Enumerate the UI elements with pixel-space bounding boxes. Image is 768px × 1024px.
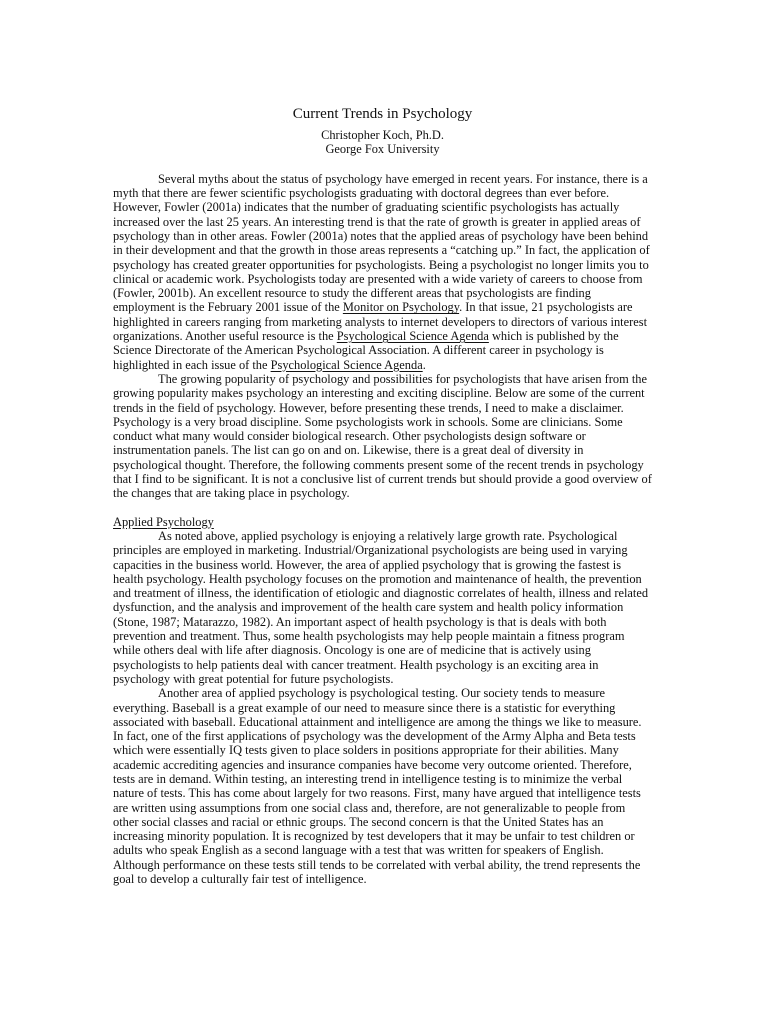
reference-psychological-science-agenda: Psychological Science Agenda — [270, 357, 423, 372]
reference-psychological-science-agenda: Psychological Science Agenda — [336, 329, 489, 344]
byline — [113, 128, 652, 157]
document-title: Current Trends in Psychology — [292, 106, 473, 122]
paragraph-text: . — [422, 357, 426, 372]
document-body — [113, 172, 652, 887]
section-heading-wrap — [113, 515, 652, 529]
author-affiliation: George Fox University — [325, 142, 440, 157]
paragraph-text: Several myths about the status of psychology have emerged in recent years. For instance, there is a myth that there are fewer scientific psychologists graduating with doctoral degrees than ever before. However, Fowler (2001a) indicates that the number of graduating scientific psychologists has actually increased over the last 25 years. An interesting trend is that the rate of growth is greater in applied areas of psychology than in other areas. Fowler (2001a) notes that the applied areas of psychology have been behind in their development and that the growth in those areas represents a “catching up.” In fact, the application of psychology has created greater opportunities for psychologists. Being a psychologist no longer limits you to clinical or academic work. Psychologists today are presented with a wide variety of careers to choose from (Fowler, 2001b). An excellent resource to study the different areas that psychologists are finding employment is the February 2001 issue of the — [113, 171, 650, 315]
paragraph-text: . In that issue, 21 psychologists are highlighted in careers ranging from marketing analysts to internet developers to directors of various interest organizations. Another useful resource is the — [113, 300, 648, 344]
applied-paragraph-2: Another area of applied psychology is psychological testing. Our society tends to measure everything. Baseball is a great example of our need to measure since there is a statistic for everything associated with baseball. Educational attainment and intelligence are among the things we like to measure. In fact, one of the first applications of psychology was the development of the Army Alpha and Beta tests which were essentially IQ tests given to place solders in positions appropriate for their abilities. Many academic accrediting agencies and insurance companies have become very outcome oriented. Therefore, tests are in demand. Within testing, an interesting trend in intelligence testing is to minimize the verbal nature of tests. This has come about largely for two reasons. First, many have argued that intelligence tests are written using assumptions from one social class and, therefore, are not generalizable to people from other social classes and racial or ethnic groups. The second concern is that the United States has an increasing minority population. It is recognized by test developers that it may be unfair to test children or adults who speak English as a second language with a test that was written for speakers of English. Although performance on these tests still tends to be correlated with verbal ability, the trend represents the goal to develop a culturally fair test of intelligence. — [113, 686, 642, 887]
intro-paragraph-1 — [113, 172, 652, 372]
section-heading-applied-psychology: Applied Psychology — [113, 514, 214, 529]
intro-paragraph-2: The growing popularity of psychology and possibilities for psychologists that have arisen from the growing popularity makes psychology an interesting and exciting discipline. Below are some of the current trends in the field of psychology. However, before presenting these trends, I need to make a disclaimer. Psychology is a very broad discipline. Some psychologists work in schools. Some are clinicians. Some conduct what many would consider biological research. Other psychologists design software or instrumentation panels. The list can go on and on. Likewise, there is a great deal of diversity in psychological thought. Therefore, the following comments present some of the recent trends in psychology that I find to be significant. It is not a conclusive list of current trends but should provide a good overview of the changes that are taking place in psychology. — [113, 371, 652, 501]
author-name: Christopher Koch, Ph.D. — [321, 128, 444, 142]
applied-paragraph-1: As noted above, applied psychology is enjoying a relatively large growth rate. Psychological principles are employed in marketing. Industrial/Organizational psychologists are being used in varying capacities in the business world. However, the area of applied psychology that is growing the fastest is health psychology. Health psychology focuses on the promotion and maintenance of health, the prevention and treatment of illness, the identification of etiologic and diagnostic correlates of health, illness and related dysfunction, and the analysis and improvement of the health care system and health policy information (Stone, 1987; Matarazzo, 1982). An important aspect of health psychology is that is deals with both prevention and treatment. Thus, some health psychologists may help people maintain a fitness program while others deal with life after diagnosis. Oncology is one are of medicine that is actively using psychologists to help patients deal with cancer treatment. Health psychology is an exciting area in psychology with great potential for future psychologists. — [113, 528, 649, 686]
paragraph-text: which is published by the Science Directorate of the American Psychological Association. A different career in psychology is highlighted in each issue of the — [113, 329, 619, 372]
reference-monitor-on-psychology: Monitor on Psychology — [342, 300, 460, 315]
